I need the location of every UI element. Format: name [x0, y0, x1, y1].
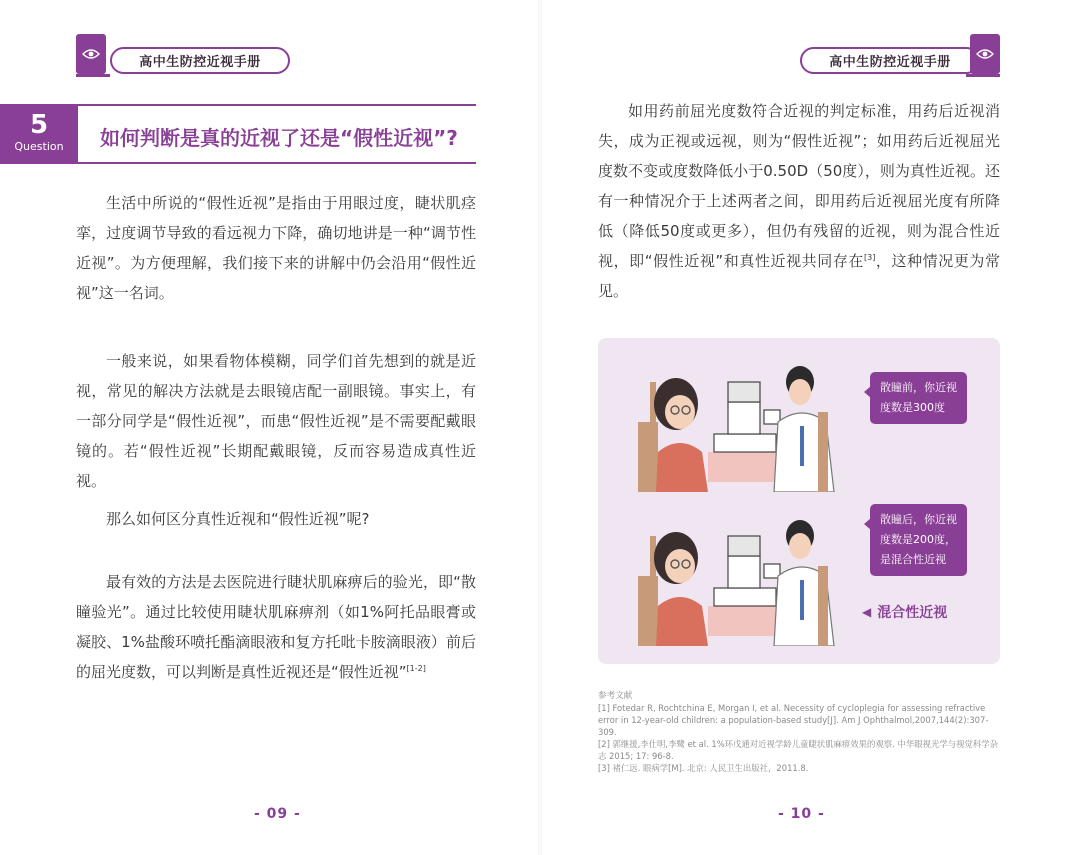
right-paragraph-1b: ，这种情况更为常见。	[598, 252, 1000, 300]
citation-1-2: [1-2]	[406, 664, 426, 673]
left-paragraph-4	[76, 567, 476, 687]
left-paragraph-4-text: 最有效的方法是去医院进行睫状肌麻痹后的验光，即“散瞳验光”。通过比较使用睫状肌麻痹剂（如1%阿托品眼膏或凝胶、1%盐酸环喷托酯滴眼液和复方托吡卡胺滴眼液）前后的屈光度数，可以判断是真性近视还是“假性近视”	[76, 573, 476, 681]
arrow-left-icon: ◀	[862, 605, 872, 619]
left-paragraph-3: 那么如何区分真性近视和“假性近视”呢?	[106, 510, 370, 528]
bubble-before-line-1: 散瞳前，你近视	[880, 381, 957, 394]
reference-item: [2] 郭继援,李仕明,李鹭 et al. 1%环戊通对近视学龄儿童睫状肌麻痹效果的观察. 中华眼视光学与视觉科学杂志 2015; 17: 96-8.	[598, 739, 999, 761]
reference-item: [3] 褚仁远. 眼病学[M]. 北京: 人民卫生出版社，2011.8.	[598, 763, 809, 773]
mixed-myopia-label	[862, 602, 947, 622]
eye-exam-illustration-bottom	[628, 506, 858, 646]
question-word: Question	[14, 140, 64, 153]
speech-bubble-after	[870, 504, 967, 576]
eye-icon	[76, 34, 106, 74]
left-paragraph-2: 一般来说，如果看物体模糊，同学们首先想到的就是近视，常见的解决方法就是去眼镜店配一副眼镜。事实上，有一部分同学是“假性近视”，而患“假性近视”是不需要配戴眼镜的。若“假性近视”长期配戴眼镜，反而容易造成真性近视。	[76, 352, 476, 490]
header-bar-right	[966, 74, 1000, 77]
eye-icon	[970, 34, 1000, 74]
illustration-card	[598, 338, 1000, 664]
speech-bubble-before	[870, 372, 967, 424]
right-header	[800, 34, 1010, 74]
right-paragraph-1	[598, 96, 1000, 306]
header-title-right: 高中生防控近视手册	[800, 47, 980, 74]
header-bar	[76, 74, 110, 77]
mixed-myopia-text: 混合性近视	[877, 605, 948, 621]
bubble-after-line-1: 散瞳后，你近视	[880, 513, 957, 526]
question-number: 5	[29, 110, 49, 140]
book-spine	[538, 0, 542, 855]
bubble-after-line-3: 是混合性近视	[880, 553, 946, 566]
reference-item: [1] Fotedar R, Rochtchina E, Morgan I, et al. Necessity of cycloplegia for assessing refractive error in 12-year-old children: a population-based study[J]. Am J Ophthalmol,2007,144(2):307-309.	[598, 703, 989, 737]
references-title: 参考文献	[598, 691, 633, 701]
citation-3: [3]	[864, 253, 876, 262]
left-header	[76, 34, 286, 74]
bubble-before-line-2: 度数是300度	[880, 401, 945, 414]
eye-exam-illustration-top	[628, 352, 858, 492]
question-badge	[0, 104, 78, 164]
references	[598, 690, 1004, 774]
header-title: 高中生防控近视手册	[110, 47, 290, 74]
right-paragraph-1a: 如用药前屈光度数符合近视的判定标准，用药后近视消失，成为正视或远视，则为“假性近视”；如用药后近视屈光度数不变或度数降低小于0.50D（50度），则为真性近视。还有一种情况介于上述两者之间，即用药后近视屈光度有所降低（降低50度或更多），但仍有残留的近视，则为混合性近视，即“假性近视”和真性近视共同存在	[598, 102, 1000, 270]
heading-rule-top	[78, 104, 476, 106]
bubble-after-line-2: 度数是200度，	[880, 533, 956, 546]
page-number-left: - 09 -	[254, 806, 301, 822]
page-number-right: - 10 -	[778, 806, 825, 822]
question-title: 如何判断是真的近视了还是“假性近视”?	[100, 126, 458, 150]
heading-rule-bottom	[78, 162, 476, 164]
left-paragraph-1: 生活中所说的“假性近视”是指由于用眼过度，睫状肌痉挛，过度调节导致的看远视力下降，确切地讲是一种“调节性近视”。为方便理解，我们接下来的讲解中仍会沿用“假性近视”这一名词。	[76, 194, 476, 302]
